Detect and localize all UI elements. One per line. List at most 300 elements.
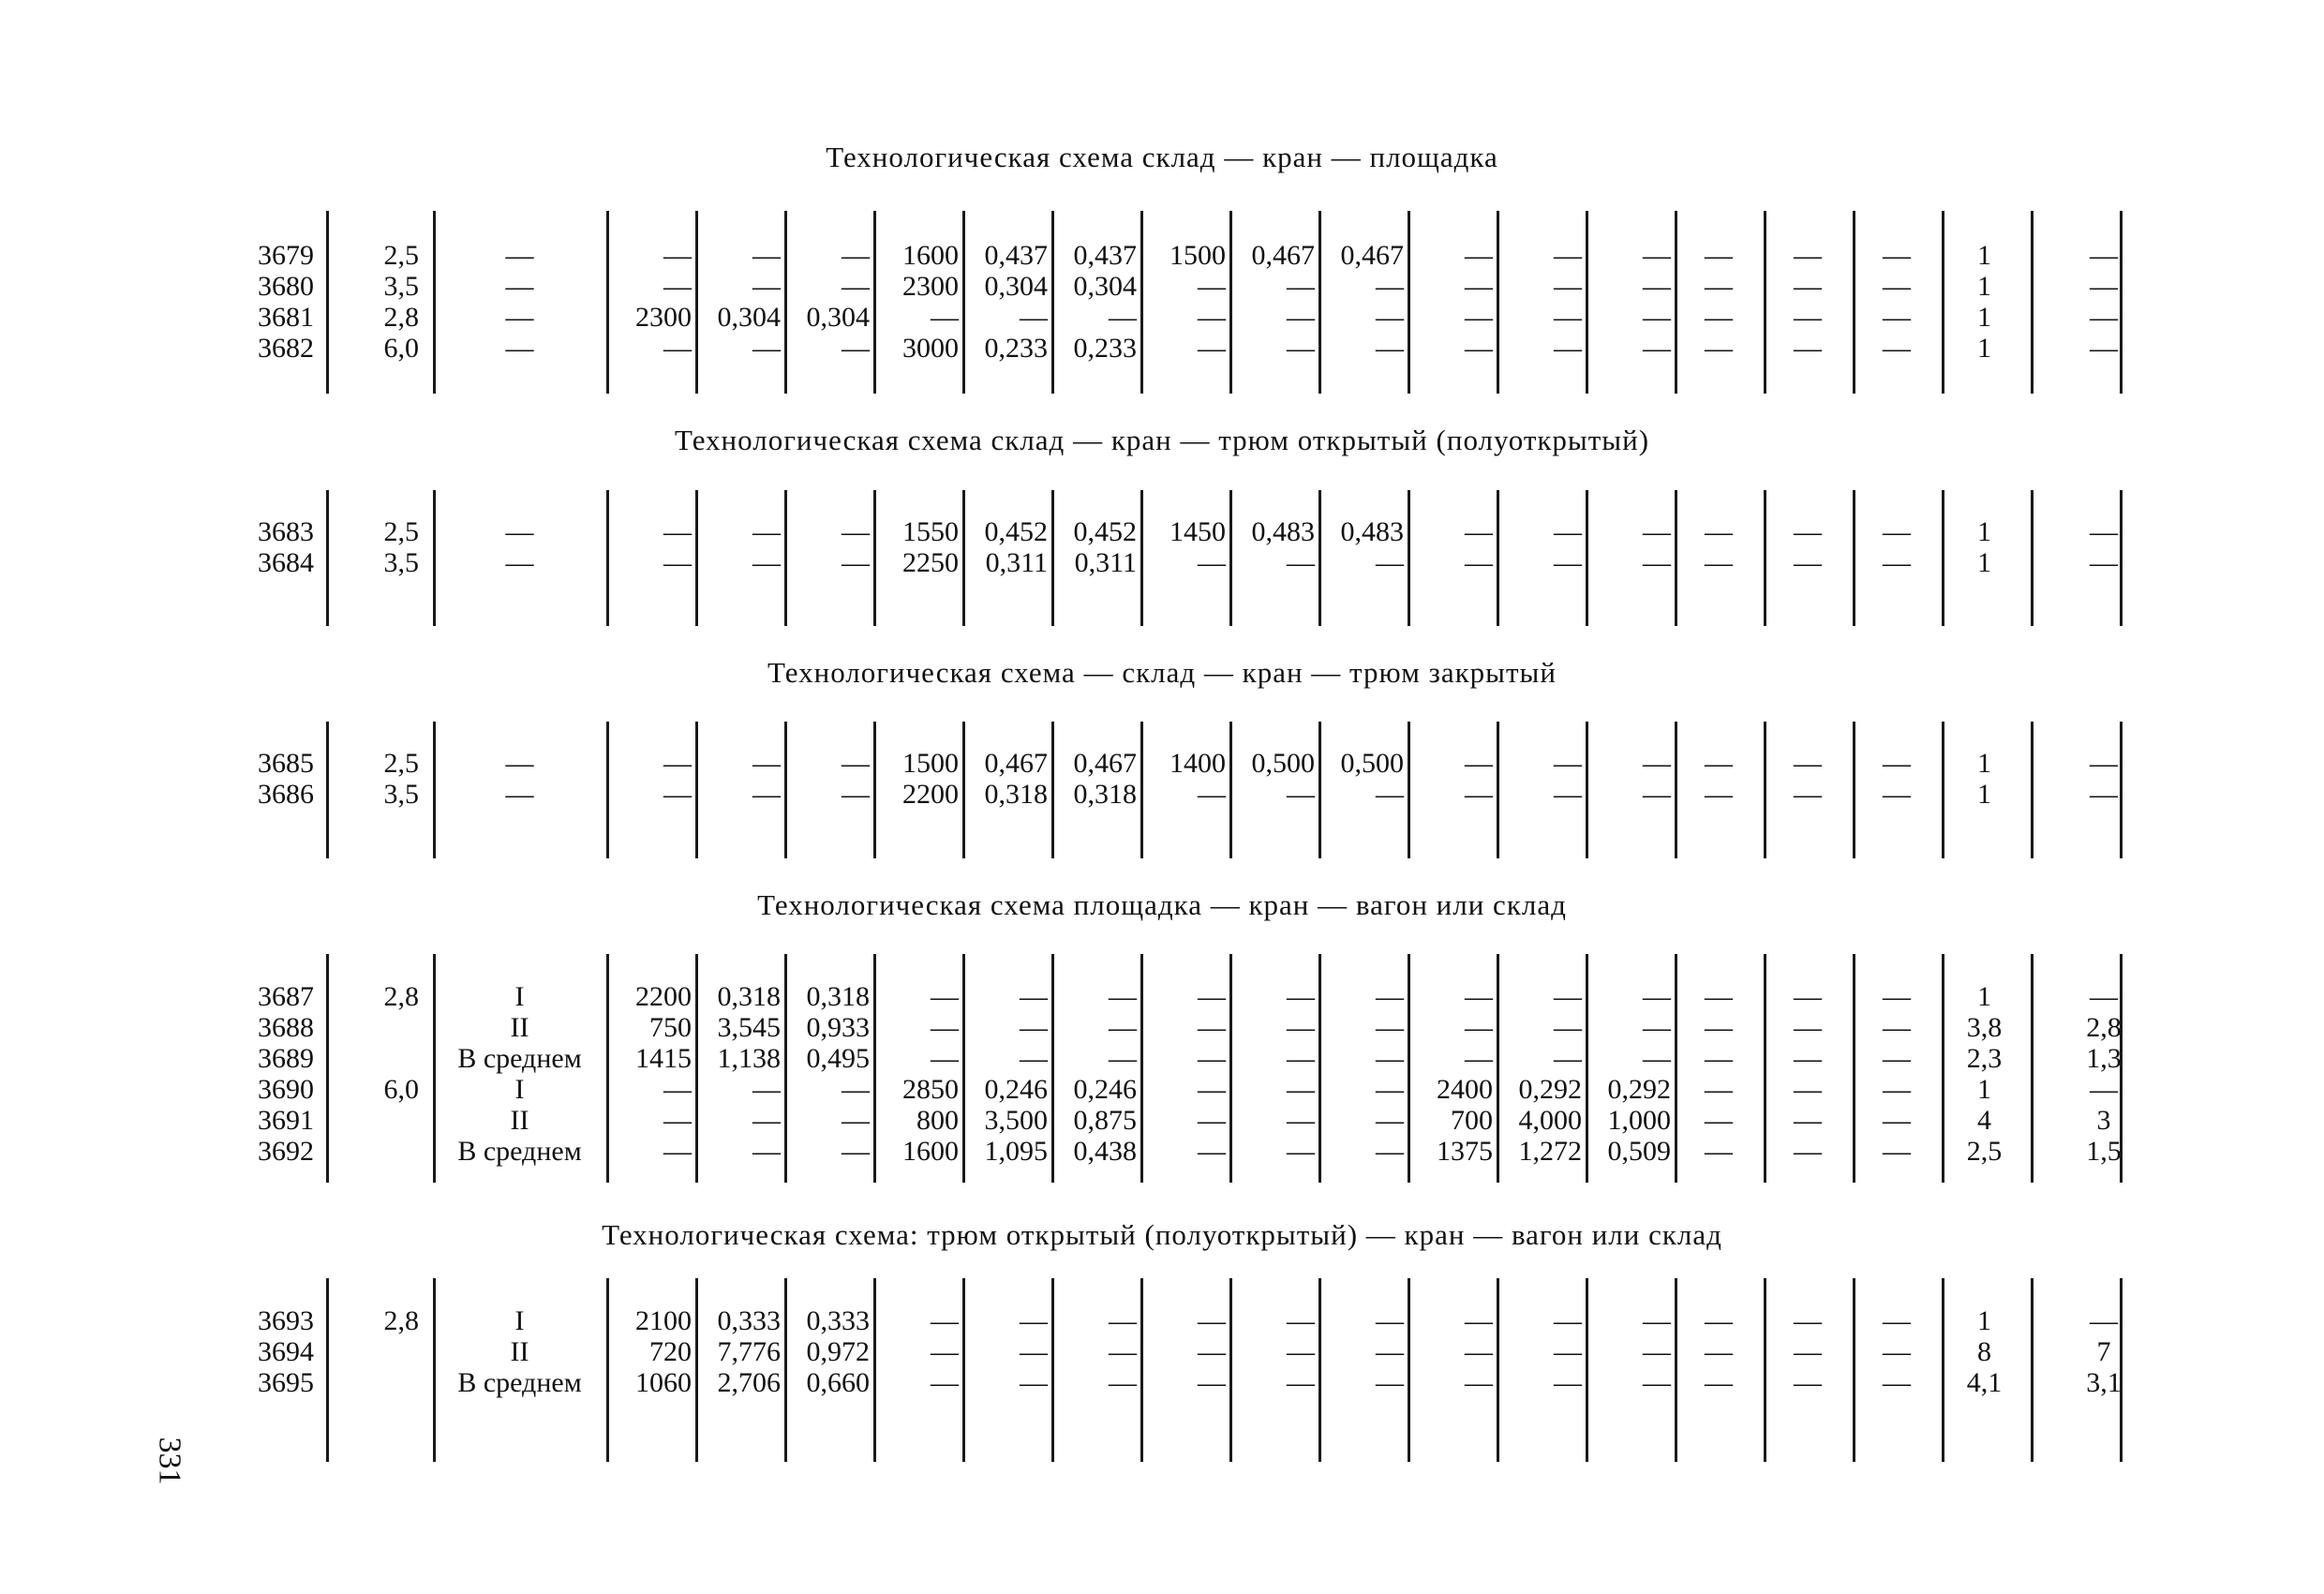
table-cell: — <box>1287 1043 1315 1074</box>
table-cell: — <box>1465 333 1493 364</box>
table-cell: — <box>1198 547 1226 578</box>
table-cell: — <box>842 240 870 271</box>
table-cell: 1600 <box>902 1136 959 1167</box>
table-cell: — <box>1287 981 1315 1012</box>
table-cell: — <box>1465 1336 1493 1367</box>
row-id-cell: 3694 <box>258 1336 314 1367</box>
table-cell: 0,292 <box>1607 1074 1671 1105</box>
table-cell: I <box>514 981 525 1012</box>
table-cell: — <box>1705 240 1733 271</box>
table-cell: 2,8 <box>383 302 419 333</box>
table-cell: — <box>931 1305 959 1336</box>
table-cell: 0,318 <box>806 981 870 1012</box>
table-cell: В среднем <box>457 1367 582 1398</box>
table-cell: — <box>1198 1012 1226 1043</box>
row-id-cell: 3685 <box>258 748 314 779</box>
table-cell: — <box>1376 1367 1404 1398</box>
table-cell: — <box>1643 1012 1671 1043</box>
table-cell: 3,500 <box>984 1105 1048 1136</box>
table-cell: — <box>1198 1136 1226 1167</box>
table-cell: 4,1 <box>1966 1367 2003 1398</box>
table-cell: — <box>1554 1336 1582 1367</box>
table-cell: — <box>752 516 781 547</box>
table-cell: 1,3 <box>2086 1043 2122 1074</box>
table-cell: — <box>1376 1105 1404 1136</box>
table-cell: 7 <box>2096 1336 2111 1367</box>
table-cell: 1,272 <box>1518 1136 1582 1167</box>
table-cell: — <box>505 302 534 333</box>
table-cell: — <box>1287 1367 1315 1398</box>
table-cell: — <box>1465 1305 1493 1336</box>
table-cell: — <box>1109 1043 1137 1074</box>
table-cell: 1 <box>1977 748 1991 779</box>
table-cell: — <box>1705 1136 1733 1167</box>
table-cell: — <box>2090 516 2118 547</box>
table-cell: I <box>514 1074 525 1105</box>
column-rule <box>326 211 329 394</box>
row-id-cell: 3688 <box>258 1012 314 1043</box>
table-cell: 2,706 <box>717 1367 781 1398</box>
row-id-cell: 3684 <box>258 547 314 578</box>
table-cell: 1 <box>1977 302 1991 333</box>
table-cell: — <box>1287 1105 1315 1136</box>
table-cell: — <box>1794 1305 1822 1336</box>
table-cell: — <box>2090 271 2118 302</box>
table-cell: — <box>1883 1043 1911 1074</box>
table-cell: — <box>1705 1012 1733 1043</box>
table-cell: — <box>752 271 781 302</box>
table-cell: — <box>1554 748 1582 779</box>
table-cell: — <box>2090 748 2118 779</box>
section-title: Технологическая схема склад — кран — площадка <box>826 141 1498 173</box>
table-cell: — <box>842 547 870 578</box>
table-cell: — <box>1705 333 1733 364</box>
table-cell: 0,500 <box>1251 748 1315 779</box>
table-cell: 8 <box>1977 1336 1991 1367</box>
table-cell: — <box>1465 271 1493 302</box>
table-cell: — <box>663 240 692 271</box>
row-id-cell: 3692 <box>258 1136 314 1167</box>
table-cell: 0,246 <box>1073 1074 1137 1105</box>
table-cell: — <box>1465 1012 1493 1043</box>
table-cell: — <box>663 748 692 779</box>
table-cell: — <box>2090 1305 2118 1336</box>
table-cell: — <box>1198 1336 1226 1367</box>
table-cell: — <box>1794 333 1822 364</box>
table-cell: — <box>752 333 781 364</box>
table-cell: 1600 <box>902 240 959 271</box>
table-cell: — <box>1705 779 1733 810</box>
table-cell: 0,304 <box>717 302 781 333</box>
table-cell: — <box>1643 271 1671 302</box>
table-cell: — <box>1376 981 1404 1012</box>
table-cell: — <box>752 1136 781 1167</box>
column-rule <box>326 490 329 626</box>
table-cell: 0,304 <box>1073 271 1137 302</box>
table-cell: — <box>1198 333 1226 364</box>
table-cell: 1 <box>1977 240 1991 271</box>
table-cell: 2850 <box>902 1074 959 1105</box>
table-cell: — <box>1883 1367 1911 1398</box>
table-cell: — <box>1376 1136 1404 1167</box>
table-cell: — <box>752 748 781 779</box>
page-number: 331 <box>152 1437 187 1485</box>
table-cell: 2,5 <box>383 748 419 779</box>
table-cell: — <box>1643 516 1671 547</box>
table-cell: — <box>1287 1074 1315 1105</box>
table-cell: 4 <box>1977 1105 1991 1136</box>
table-cell: 3,5 <box>383 547 419 578</box>
table-cell: 1500 <box>902 748 959 779</box>
table-cell: — <box>931 1012 959 1043</box>
row-id-cell: 3691 <box>258 1105 314 1136</box>
table-cell: 0,292 <box>1518 1074 1582 1105</box>
table-cell: — <box>1794 779 1822 810</box>
table-cell: — <box>1287 271 1315 302</box>
table-cell: 1 <box>1977 1074 1991 1105</box>
table-cell: 1 <box>1977 1305 1991 1336</box>
column-rule <box>433 211 436 394</box>
table-cell: — <box>931 981 959 1012</box>
table-cell: 3,5 <box>383 271 419 302</box>
table-cell: — <box>842 779 870 810</box>
table-cell: — <box>505 516 534 547</box>
table-cell: 1,5 <box>2086 1136 2122 1167</box>
table-cell: — <box>1705 547 1733 578</box>
table-cell: — <box>1883 547 1911 578</box>
table-cell: 1375 <box>1437 1136 1493 1167</box>
column-rule <box>433 1278 436 1462</box>
table-cell: 2,5 <box>1966 1136 2003 1167</box>
table-cell: — <box>2090 1074 2118 1105</box>
table-cell: 0,452 <box>1073 516 1137 547</box>
table-cell: — <box>1554 1305 1582 1336</box>
table-cell: 0,437 <box>1073 240 1137 271</box>
row-id-cell: 3681 <box>258 302 314 333</box>
table-cell: II <box>510 1105 529 1136</box>
table-cell: 2,5 <box>383 240 419 271</box>
table-cell: — <box>1376 1336 1404 1367</box>
table-cell: — <box>1287 547 1315 578</box>
table-cell: — <box>1198 981 1226 1012</box>
table-cell: — <box>2090 981 2118 1012</box>
table-cell: 1 <box>1977 981 1991 1012</box>
table-cell: 3,8 <box>1966 1012 2003 1043</box>
table-cell: — <box>1554 1043 1582 1074</box>
table-cell: II <box>510 1012 529 1043</box>
table-cell: 6,0 <box>383 333 419 364</box>
table-cell: 1550 <box>902 516 959 547</box>
table-cell: — <box>1554 1012 1582 1043</box>
table-cell: — <box>752 1105 781 1136</box>
section-title: Технологическая схема склад — кран — трюм открытый (полуоткрытый) <box>674 424 1650 456</box>
table-cell: 0,318 <box>984 779 1048 810</box>
table-cell: — <box>1883 516 1911 547</box>
table-cell: — <box>1794 1105 1822 1136</box>
table-cell: — <box>2090 302 2118 333</box>
table-cell: В среднем <box>457 1136 582 1167</box>
table-cell: 1 <box>1977 516 1991 547</box>
table-cell: 0,483 <box>1340 516 1404 547</box>
table-cell: — <box>1020 1305 1048 1336</box>
table-cell: — <box>2090 240 2118 271</box>
table-cell: — <box>1794 547 1822 578</box>
table-cell: — <box>663 1136 692 1167</box>
section-title: Технологическая схема — склад — кран — трюм закрытый <box>767 656 1557 689</box>
table-cell: — <box>505 547 534 578</box>
table-cell: 0,311 <box>1074 547 1137 578</box>
table-cell: — <box>752 1074 781 1105</box>
table-cell: — <box>1287 779 1315 810</box>
table-cell: — <box>2090 779 2118 810</box>
table-cell: — <box>1465 302 1493 333</box>
table-cell: — <box>842 748 870 779</box>
table-cell: — <box>1883 271 1911 302</box>
table-cell: — <box>2090 547 2118 578</box>
table-cell: — <box>1465 981 1493 1012</box>
table-cell: — <box>1883 1305 1911 1336</box>
table-cell: — <box>1705 1074 1733 1105</box>
table-cell: — <box>663 1105 692 1136</box>
table-cell: — <box>1465 748 1493 779</box>
table-cell: — <box>1883 240 1911 271</box>
table-cell: — <box>1883 1136 1911 1167</box>
table-cell: 0,246 <box>984 1074 1048 1105</box>
table-cell: — <box>1287 1136 1315 1167</box>
table-cell: — <box>1883 779 1911 810</box>
table-cell: 0,483 <box>1251 516 1315 547</box>
table-cell: — <box>1794 240 1822 271</box>
table-cell: 6,0 <box>383 1074 419 1105</box>
table-cell: — <box>1554 240 1582 271</box>
table-cell: — <box>1376 1043 1404 1074</box>
table-cell: 1060 <box>635 1367 692 1398</box>
table-cell: 1 <box>1977 547 1991 578</box>
table-cell: — <box>1705 1367 1733 1398</box>
table-cell: I <box>514 1305 525 1336</box>
table-cell: — <box>505 271 534 302</box>
table-cell: — <box>1794 1136 1822 1167</box>
table-cell: — <box>1554 1367 1582 1398</box>
column-rule <box>433 490 436 626</box>
table-cell: — <box>663 779 692 810</box>
table-cell: — <box>1554 981 1582 1012</box>
table-cell: 0,233 <box>984 333 1048 364</box>
table-cell: — <box>1643 779 1671 810</box>
table-cell: — <box>1705 271 1733 302</box>
table-cell: — <box>1020 302 1048 333</box>
table-cell: — <box>931 1336 959 1367</box>
table-cell: 0,972 <box>806 1336 870 1367</box>
row-id-cell: 3680 <box>258 271 314 302</box>
table-cell: — <box>1794 302 1822 333</box>
table-cell: — <box>1794 1043 1822 1074</box>
table-cell: 2,3 <box>1966 1043 2003 1074</box>
table-cell: 0,495 <box>806 1043 870 1074</box>
table-cell: 7,776 <box>717 1336 781 1367</box>
table-cell: — <box>931 1043 959 1074</box>
table-cell: 0,452 <box>984 516 1048 547</box>
table-cell: 0,438 <box>1073 1136 1137 1167</box>
table-cell: 0,875 <box>1073 1105 1137 1136</box>
table-cell: — <box>505 240 534 271</box>
table-cell: 1,138 <box>717 1043 781 1074</box>
table-cell: 700 <box>1451 1105 1493 1136</box>
table-cell: — <box>1465 547 1493 578</box>
column-rule <box>433 954 436 1183</box>
table-cell: — <box>1376 302 1404 333</box>
table-cell: — <box>1109 302 1137 333</box>
table-cell: — <box>1554 271 1582 302</box>
table-cell: 1500 <box>1169 240 1226 271</box>
table-cell: 2300 <box>635 302 692 333</box>
table-cell: — <box>1554 516 1582 547</box>
column-rule <box>326 722 329 858</box>
table-cell: — <box>1643 981 1671 1012</box>
table-cell: 3,1 <box>2086 1367 2122 1398</box>
table-cell: 1,095 <box>984 1136 1048 1167</box>
table-cell: 3 <box>2096 1105 2111 1136</box>
table-cell: — <box>1287 1012 1315 1043</box>
table-cell: 2,8 <box>383 981 419 1012</box>
table-cell: 0,933 <box>806 1012 870 1043</box>
table-cell: — <box>1554 302 1582 333</box>
table-cell: — <box>842 333 870 364</box>
table-cell: 0,333 <box>806 1305 870 1336</box>
table-cell: 0,500 <box>1340 748 1404 779</box>
table-cell: — <box>1020 981 1048 1012</box>
table-cell: — <box>663 547 692 578</box>
table-cell: 0,333 <box>717 1305 781 1336</box>
table-cell: 0,467 <box>1251 240 1315 271</box>
table-cell: — <box>1020 1336 1048 1367</box>
table-cell: — <box>1198 1074 1226 1105</box>
table-cell: — <box>1198 779 1226 810</box>
table-cell: — <box>1198 271 1226 302</box>
column-rule <box>326 1278 329 1462</box>
table-cell: — <box>1643 1305 1671 1336</box>
table-cell: — <box>1794 748 1822 779</box>
table-cell: — <box>1883 1074 1911 1105</box>
table-cell: — <box>1705 1043 1733 1074</box>
table-cell: — <box>1554 779 1582 810</box>
table-cell: — <box>1794 271 1822 302</box>
table-cell: — <box>505 779 534 810</box>
table-cell: — <box>1109 1305 1137 1336</box>
table-cell: 800 <box>916 1105 959 1136</box>
table-cell: — <box>1794 1074 1822 1105</box>
row-id-cell: 3686 <box>258 779 314 810</box>
table-cell: 1 <box>1977 333 1991 364</box>
table-cell: — <box>1109 1012 1137 1043</box>
table-cell: — <box>1465 240 1493 271</box>
table-cell: — <box>1883 1336 1911 1367</box>
table-cell: — <box>1109 981 1137 1012</box>
row-id-cell: 3695 <box>258 1367 314 1398</box>
table-cell: 0,467 <box>984 748 1048 779</box>
table-cell: — <box>1198 1043 1226 1074</box>
table-cell: 4,000 <box>1518 1105 1582 1136</box>
table-cell: — <box>1643 748 1671 779</box>
table-cell: 1415 <box>635 1043 692 1074</box>
table-cell: 1,000 <box>1607 1105 1671 1136</box>
table-cell: 0,304 <box>984 271 1048 302</box>
table-cell: 2400 <box>1437 1074 1493 1105</box>
table-cell: 0,509 <box>1607 1136 1671 1167</box>
table-cell: — <box>1705 981 1733 1012</box>
table-cell: 1400 <box>1169 748 1226 779</box>
table-cell: — <box>1883 333 1911 364</box>
table-cell: — <box>505 333 534 364</box>
table-cell: 1 <box>1977 271 1991 302</box>
row-id-cell: 3689 <box>258 1043 314 1074</box>
table-cell: — <box>1705 1105 1733 1136</box>
table-cell: 0,660 <box>806 1367 870 1398</box>
table-cell: — <box>1287 1336 1315 1367</box>
table-cell: — <box>752 547 781 578</box>
table-cell: — <box>1794 1367 1822 1398</box>
table-cell: — <box>931 1367 959 1398</box>
table-cell: — <box>663 333 692 364</box>
row-id-cell: 3683 <box>258 516 314 547</box>
table-cell: 2200 <box>902 779 959 810</box>
table-cell: 0,437 <box>984 240 1048 271</box>
table-cell: 1450 <box>1169 516 1226 547</box>
table-cell: — <box>1109 1336 1137 1367</box>
table-cell: — <box>1643 1043 1671 1074</box>
table-cell: — <box>842 271 870 302</box>
table-cell: II <box>510 1336 529 1367</box>
table-cell: В среднем <box>457 1043 582 1074</box>
table-cell: 3,5 <box>383 779 419 810</box>
row-id-cell: 3679 <box>258 240 314 271</box>
table-cell: — <box>752 240 781 271</box>
table-cell: — <box>1287 333 1315 364</box>
table-cell: — <box>1376 1074 1404 1105</box>
table-cell: — <box>663 271 692 302</box>
table-cell: — <box>1705 748 1733 779</box>
table-cell: 0,318 <box>1073 779 1137 810</box>
table-cell: 0,311 <box>985 547 1048 578</box>
table-cell: — <box>1020 1367 1048 1398</box>
table-cell: — <box>1020 1012 1048 1043</box>
table-cell: — <box>1376 547 1404 578</box>
table-cell: — <box>1376 1012 1404 1043</box>
table-cell: — <box>505 748 534 779</box>
table-cell: — <box>1705 1305 1733 1336</box>
table-cell: — <box>1465 1367 1493 1398</box>
table-cell: — <box>1020 1043 1048 1074</box>
table-cell: — <box>2090 333 2118 364</box>
table-cell: — <box>1109 1367 1137 1398</box>
table-cell: 2,5 <box>383 516 419 547</box>
table-cell: — <box>1287 302 1315 333</box>
table-cell: 2200 <box>635 981 692 1012</box>
table-cell: — <box>1794 981 1822 1012</box>
table-cell: — <box>931 302 959 333</box>
table-cell: — <box>1465 779 1493 810</box>
table-cell: — <box>1794 1336 1822 1367</box>
table-cell: — <box>1198 1367 1226 1398</box>
table-cell: — <box>1643 240 1671 271</box>
table-cell: 720 <box>649 1336 692 1367</box>
table-cell: — <box>1198 1305 1226 1336</box>
table-cell: 2,8 <box>383 1305 419 1336</box>
table-cell: — <box>1643 547 1671 578</box>
table-cell: 3,545 <box>717 1012 781 1043</box>
table-cell: — <box>1643 302 1671 333</box>
table-cell: 2,8 <box>2086 1012 2122 1043</box>
